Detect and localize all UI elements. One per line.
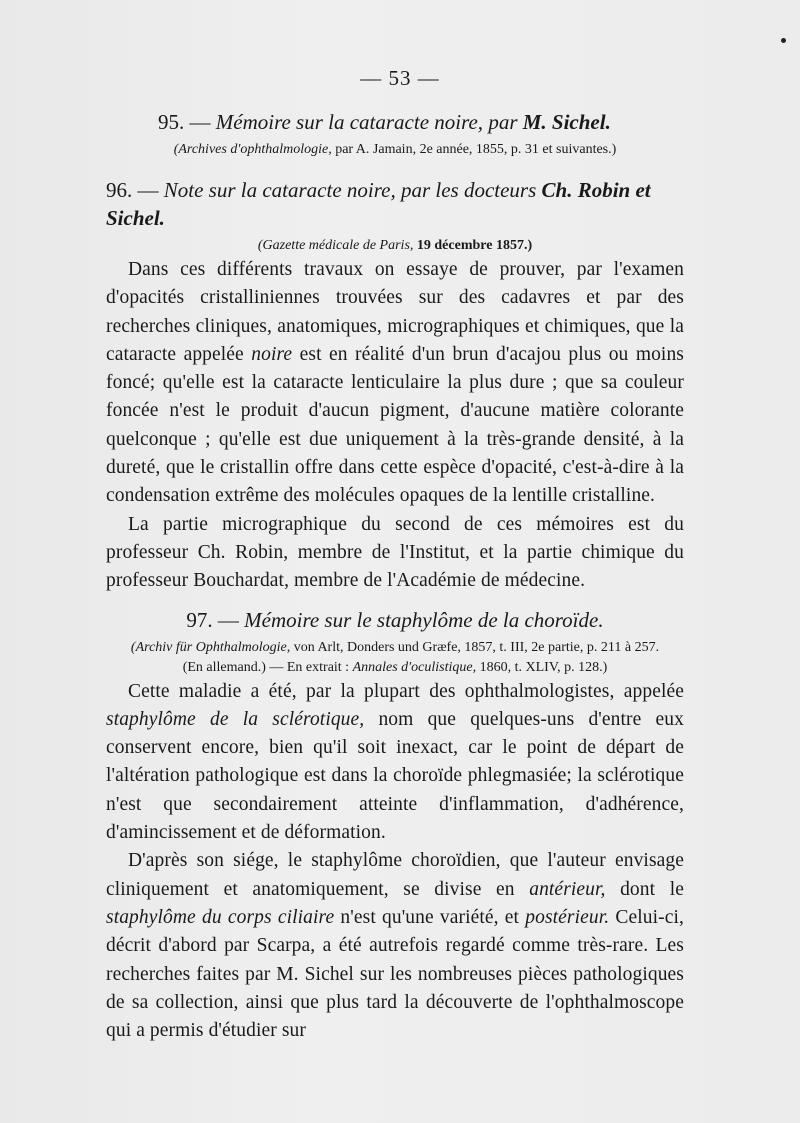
- text-run: nom que quelques-uns d'entre eux conservent encore, bien qu'il soit inexact, car le point de départ de l'altération pathologique est dans la choroïde phlegmasiée; la sclérotique n'est que secondairement atteinte d'inflammation, d'adhérence, d'amincissement et de déformation.: [106, 708, 685, 844]
- source-details: 1860, t. XLIV, p. 128.): [479, 659, 608, 675]
- source-details: par A. Jamain, 2e année, 1855, p. 31 et suivantes.): [335, 142, 617, 157]
- text-run: dont le: [620, 878, 684, 900]
- entry-title: Note sur la cataracte noire, par les docteurs: [163, 178, 537, 202]
- entry-number: 97.: [186, 607, 213, 632]
- emphasis: noire: [251, 343, 293, 365]
- entry-dash: —: [189, 110, 211, 134]
- text-run: Cette maladie a été, par la plupart des ophthalmologistes, appelée: [128, 680, 684, 702]
- emphasis: antérieur,: [529, 878, 606, 900]
- entry-author: Ch. Robin et Sichel.: [106, 178, 651, 230]
- source-note: (En allemand.) — En extrait :: [182, 659, 350, 675]
- emphasis: staphylôme de la sclérotique,: [106, 708, 365, 730]
- text-run: Dans ces différents travaux on essaye de prouver, par l'examen d'opacités cristalliniennes trouvées sur des cadavres et par des recherches cliniques, anatomiques, micrographiques et chimiques, que la cataracte appelée: [106, 259, 684, 365]
- source-details: 19 décembre 1857.): [416, 238, 533, 253]
- page-content: [106, 108, 684, 1045]
- text-run: D'après son siége, le staphylôme choroïdien, que l'auteur envisage cliniquement et anatomiquement, se divise en: [106, 850, 684, 900]
- entry-dash: —: [137, 178, 159, 202]
- page-number: — 53 —: [360, 66, 440, 90]
- source-details: von Arlt, Donders und Græfe, 1857, t. III, 2e partie, p. 211 à 257.: [293, 639, 660, 655]
- entry-96-paragraph-2: La partie micrographique du second de ces mémoires est du professeur Ch. Robin, membre de l'Institut, et la partie chimique du professeur Bouchardat, membre de l'Académie de médecine.: [106, 513, 684, 592]
- entry-97-source: [106, 638, 684, 678]
- entry-number: 95.: [158, 110, 185, 134]
- entry-number: 96.: [106, 178, 133, 202]
- emphasis: staphylôme du corps ciliaire: [106, 906, 335, 928]
- edge-mark: [781, 38, 786, 43]
- entry-97-paragraph-2: [106, 847, 684, 1045]
- entry-title: Mémoire sur la cataracte noire,: [215, 110, 484, 134]
- entry-96-paragraph-1: [106, 256, 684, 511]
- entry-author: M. Sichel.: [522, 110, 611, 134]
- emphasis: postérieur.: [525, 906, 610, 928]
- entry-97-heading: [106, 606, 684, 634]
- entry-dash: —: [217, 607, 239, 632]
- text-run: Celui-ci, décrit d'abord par Scarpa, a été autrefois regardé comme très-rare. Les recherches faites par M. Sichel sur les nombreuses pièces pathologiques de sa collection, ainsi que plus tard la découverte de l'ophthalmoscope qui a permis d'étudier sur: [106, 906, 684, 1042]
- entry-97-paragraph-1: [106, 678, 684, 848]
- entry-95-source: [106, 140, 684, 160]
- text-run: n'est qu'une variété, et: [340, 906, 520, 928]
- source-journal: Annales d'oculistique,: [352, 659, 477, 675]
- source-journal: (Archives d'ophthalmologie,: [173, 142, 332, 157]
- text-run: est en réalité d'un brun d'acajou plus ou moins foncé; qu'elle est la cataracte lenticulaire la plus dure ; que sa couleur foncée n'est le produit d'aucun pigment, d'aucune matière colorante quelconque ; qu'elle est due uniquement à la très-grande densité, à la dureté, que le cristallin offre dans cette espèce d'opacité, c'est-à-dire à la condensation extrême des molécules opaques de la lentille cristalline.: [106, 343, 684, 507]
- source-journal: (Archiv für Ophthalmologie,: [130, 639, 291, 655]
- entry-title: Mémoire sur le staphylôme de la choroïde.: [244, 607, 604, 632]
- entry-96-source: [106, 236, 684, 256]
- source-journal: (Gazette médicale de Paris,: [257, 238, 414, 253]
- entry-96-heading: [106, 176, 684, 232]
- entry-by: par: [488, 110, 518, 134]
- entry-95-heading: [158, 108, 684, 136]
